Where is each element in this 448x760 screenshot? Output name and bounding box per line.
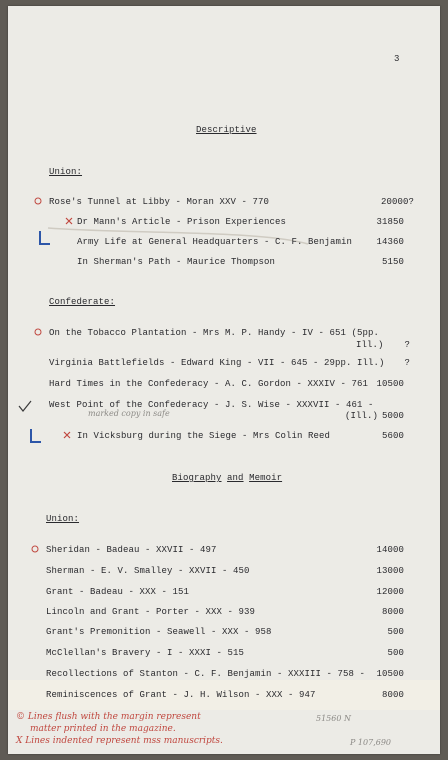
handwritten-pencil-total: P 107,690 bbox=[350, 738, 392, 747]
section-label-union-1: Union: bbox=[49, 167, 83, 177]
entry-title: Grant - Badeau - XXX - 151 bbox=[46, 587, 190, 597]
entry-title: On the Tobacco Plantation - Mrs M. P. Handy - IV - 651 (5pp. bbox=[49, 328, 380, 338]
entry-title: Lincoln and Grant - Porter - XXX - 939 bbox=[46, 607, 256, 617]
entry-value: 5000 bbox=[381, 411, 404, 421]
entry-value: 5600 bbox=[381, 431, 404, 441]
heading-descriptive: Descriptive bbox=[196, 125, 257, 135]
handwritten-pencil-sum: 51560 N bbox=[316, 714, 351, 723]
entry-title: Sherman - E. V. Smalley - XXVII - 450 bbox=[46, 566, 250, 576]
entry-title: Sheridan - Badeau - XXVII - 497 bbox=[46, 545, 217, 555]
handwritten-note-red: © Lines flush with the margin represent bbox=[16, 712, 201, 722]
entry-title: Army Life at General Headquarters - C. F. Benjamin bbox=[77, 237, 353, 247]
heading-biography-memoir bbox=[172, 473, 282, 483]
entry-value: 20000? bbox=[380, 197, 414, 207]
entry-value: 8000 bbox=[381, 690, 404, 700]
checkmark-icon bbox=[17, 400, 33, 414]
entry-value: ? bbox=[404, 340, 410, 350]
handwritten-note-red: matter printed in the magazine. bbox=[30, 724, 176, 734]
entry-value: ? bbox=[404, 358, 410, 368]
page-number: 3 bbox=[394, 54, 400, 64]
section-label-confederate: Confederate: bbox=[49, 297, 116, 307]
heading-word: Biography bbox=[172, 473, 222, 483]
red-circle-mark-icon bbox=[33, 196, 43, 206]
entry-title-continued: Ill.) bbox=[356, 340, 384, 350]
entry-value: 14360 bbox=[376, 237, 404, 247]
entry-title: In Vicksburg during the Siege - Mrs Colin Reed bbox=[77, 431, 331, 441]
red-circle-mark-icon bbox=[30, 544, 40, 554]
entry-title: West Point of the Confederacy - J. S. Wise - XXXVII - 461 - bbox=[49, 400, 374, 410]
entry-value: 31850 bbox=[376, 217, 404, 227]
entry-title: McClellan's Bravery - I - XXXI - 515 bbox=[46, 648, 245, 658]
entry-value: 5150 bbox=[381, 257, 404, 267]
entry-value: 12000 bbox=[376, 587, 404, 597]
red-x-mark-icon bbox=[62, 430, 72, 440]
entry-title: In Sherman's Path - Maurice Thompson bbox=[77, 257, 276, 267]
entry-title: Hard Times in the Confederacy - A. C. Gordon - XXXIV - 761 bbox=[49, 379, 369, 389]
entry-value: 10500 bbox=[376, 379, 404, 389]
handwritten-note-marked-copy: marked copy in safe bbox=[88, 409, 170, 418]
entry-title-continued: (Ill.) bbox=[345, 411, 379, 421]
entry-title: Reminiscences of Grant - J. H. Wilson - XXX - 947 bbox=[46, 690, 316, 700]
entry-value: 14000 bbox=[376, 545, 404, 555]
entry-title: Virginia Battlefields - Edward King - VII - 645 - 29pp. Ill.) bbox=[49, 358, 385, 368]
section-label-union-2: Union: bbox=[46, 514, 80, 524]
heading-word: Memoir bbox=[249, 473, 283, 483]
red-x-mark-icon bbox=[64, 216, 74, 226]
entry-title: Rose's Tunnel at Libby - Moran XXV - 770 bbox=[49, 197, 270, 207]
red-circle-mark-icon bbox=[33, 327, 43, 337]
blue-l-mark-icon bbox=[27, 427, 43, 445]
entry-value: 500 bbox=[387, 627, 404, 637]
entry-title: Dr Mann's Article - Prison Experiences bbox=[77, 217, 287, 227]
handwritten-note-red: X Lines indented represent mss manuscripts. bbox=[16, 736, 223, 746]
blue-l-mark-icon bbox=[36, 229, 52, 247]
entry-value: 8000 bbox=[381, 607, 404, 617]
heading-word: and bbox=[227, 473, 244, 483]
entry-value: 13000 bbox=[376, 566, 404, 576]
entry-title: Recollections of Stanton - C. F. Benjamin - XXXIII - 758 - bbox=[46, 669, 366, 679]
entry-value: 10500 bbox=[376, 669, 404, 679]
entry-title: Grant's Premonition - Seawell - XXX - 958 bbox=[46, 627, 272, 637]
entry-value: 500 bbox=[387, 648, 404, 658]
